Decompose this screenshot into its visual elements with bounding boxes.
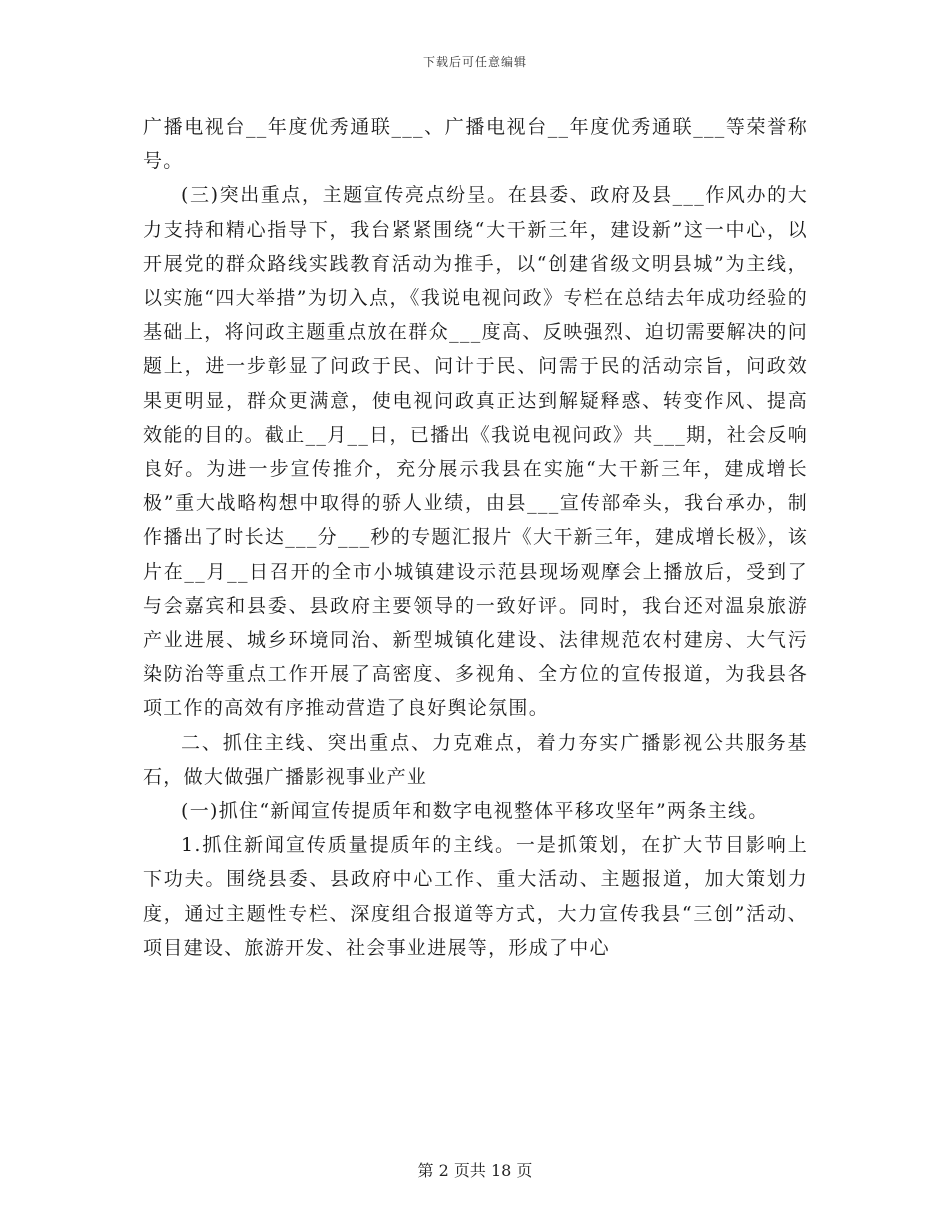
page-header: 下载后可任意编辑 xyxy=(422,55,527,69)
paragraph-honors: 广播电视台__年度优秀通联___、广播电视台__年度优秀通联___等荣誉称号。 xyxy=(143,116,808,173)
document-body xyxy=(143,110,808,965)
page-number: 第 2 页共 18 页 xyxy=(417,1161,533,1180)
paragraph-theme-publicity: (三)突出重点，主题宣传亮点纷呈。在县委、政府及县___作风办的大力支持和精心指导下，我台紧紧围绕“大干新三年，建设新”这一中心，以开展党的群众路线实践教育活动为推手，以“创建省级文明县城”为主线，以实施“四大举措”为切入点，《我说电视问政》专栏在总结去年成功经验的基础上，将问政主题重点放在群众___度高、反映强烈、迫切需要解决的问题上，进一步彰显了问政于民、问计于民、问需于民的活动宗旨，问政效果更明显，群众更满意，使电视问政真正达到解疑释惑、转变作风、提高效能的目的。截止__月__日，已播出《我说电视问政》共___期，社会反响良好。为进一步宣传推介，充分展示我县在实施“大干新三年，建成增长极”重大战略构想中取得的骄人业绩，由县___宣传部牵头，我台承办，制作播出了时长达___分___秒的专题汇报片《大干新三年，建成增长极》，该片在__月__日召开的全市小城镇建设示范县现场观摩会上播放后，受到了与会嘉宾和县委、县政府主要领导的一致好评。同时，我台还对温泉旅游产业进展、城乡环境同治、新型城镇化建设、法律规范农村建房、大气污染防治等重点工作开展了高密度、多视角、全方位的宣传报道，为我县各项工作的高效有序推动营造了良好舆论氛围。 xyxy=(143,184,808,720)
paragraph-section-two-heading: 二、抓住主线、突出重点、力克难点，着力夯实广播影视公共服务基石，做大做强广播影视事业产业 xyxy=(143,731,808,788)
paragraph-news-quality: 1.抓住新闻宣传质量提质年的主线。一是抓策划，在扩大节目影响上下功夫。围绕县委、县政府中心工作、重大活动、主题报道，加大策划力度，通过主题性专栏、深度组合报道等方式，大力宣传我县“三创”活动、项目建设、旅游开发、社会事业进展等，形成了中心 xyxy=(143,834,808,959)
paragraph-two-main-lines: (一)抓住“新闻宣传提质年和数字电视整体平移攻坚年”两条主线。 xyxy=(181,800,769,823)
